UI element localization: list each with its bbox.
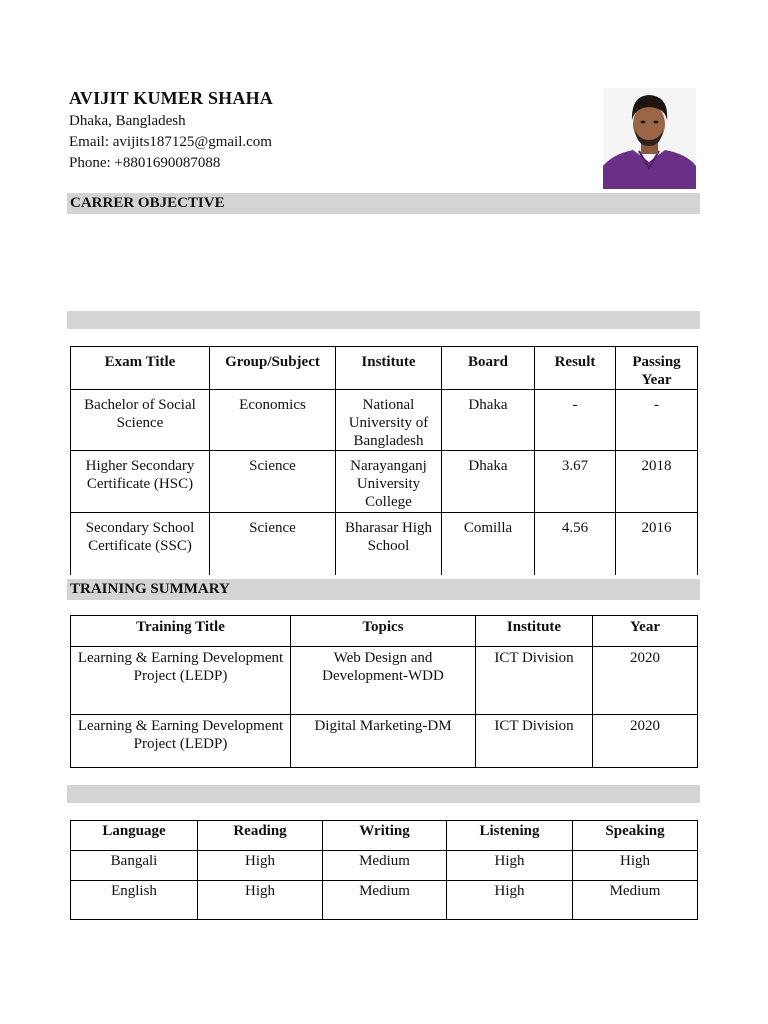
table-row	[71, 513, 698, 575]
table-row	[71, 390, 698, 451]
table-cell: ICT Division	[476, 647, 593, 715]
table-cell: Dhaka	[442, 390, 535, 451]
table-cell: National University of Bangladesh	[336, 390, 442, 451]
candidate-name: AVIJIT KUMER SHAHA	[69, 88, 273, 108]
column-header: Year	[593, 616, 698, 647]
table-cell: English	[71, 881, 198, 920]
column-header: Training Title	[71, 616, 291, 647]
table-cell: 4.56	[535, 513, 616, 575]
table-row	[71, 851, 698, 881]
table-cell: Bharasar High School	[336, 513, 442, 575]
column-header: Listening	[447, 821, 573, 851]
table-cell: Secondary School Certificate (SSC)	[71, 513, 210, 575]
table-cell: 3.67	[535, 451, 616, 513]
email-text: Email: avijits187125@gmail.com	[69, 134, 272, 150]
table-cell: Science	[210, 513, 336, 575]
column-header: Topics	[291, 616, 476, 647]
column-header: Institute	[476, 616, 593, 647]
profile-photo	[603, 88, 696, 189]
table-row	[71, 647, 698, 715]
section-language	[67, 785, 700, 803]
table-cell: Narayanganj University College	[336, 451, 442, 513]
table-cell: 2018	[616, 451, 698, 513]
section-career-objective: CARRER OBJECTIVE	[67, 193, 700, 214]
location-text: Dhaka, Bangladesh	[69, 113, 186, 129]
column-header: Result	[535, 347, 616, 390]
education-header-row	[71, 347, 698, 390]
table-row	[71, 451, 698, 513]
training-table	[70, 615, 698, 768]
table-cell: Digital Marketing-DM	[291, 715, 476, 768]
table-cell: Medium	[323, 851, 447, 881]
language-header-row	[71, 821, 698, 851]
language-table	[70, 820, 698, 920]
column-header: Reading	[198, 821, 323, 851]
table-cell: Bachelor of Social Science	[71, 390, 210, 451]
column-header: Writing	[323, 821, 447, 851]
table-cell: Higher Secondary Certificate (HSC)	[71, 451, 210, 513]
table-cell: -	[616, 390, 698, 451]
table-cell: Science	[210, 451, 336, 513]
table-cell: 2020	[593, 647, 698, 715]
table-cell: High	[447, 881, 573, 920]
phone-text: Phone: +8801690087088	[69, 155, 221, 171]
table-cell: Economics	[210, 390, 336, 451]
table-cell: Comilla	[442, 513, 535, 575]
column-header: Institute	[336, 347, 442, 390]
column-header: Passing Year	[616, 347, 698, 390]
table-row	[71, 715, 698, 768]
table-cell: Medium	[573, 881, 698, 920]
column-header: Board	[442, 347, 535, 390]
column-header: Language	[71, 821, 198, 851]
table-cell: Learning & Earning Development Project (LEDP)	[71, 715, 291, 768]
table-cell: ICT Division	[476, 715, 593, 768]
table-cell: High	[573, 851, 698, 881]
column-header: Exam Title	[71, 347, 210, 390]
table-cell: -	[535, 390, 616, 451]
table-cell: Learning & Earning Development Project (LEDP)	[71, 647, 291, 715]
table-cell: High	[447, 851, 573, 881]
table-cell: 2016	[616, 513, 698, 575]
column-header: Group/Subject	[210, 347, 336, 390]
table-cell: Web Design and Development-WDD	[291, 647, 476, 715]
table-cell: Bangali	[71, 851, 198, 881]
training-header-row	[71, 616, 698, 647]
table-cell: Medium	[323, 881, 447, 920]
education-table	[70, 346, 698, 575]
table-cell: Dhaka	[442, 451, 535, 513]
table-cell: High	[198, 851, 323, 881]
section-training-summary: TRAINING SUMMARY	[67, 579, 700, 600]
table-cell: High	[198, 881, 323, 920]
section-education	[67, 311, 700, 329]
table-row	[71, 881, 698, 920]
column-header: Speaking	[573, 821, 698, 851]
table-cell: 2020	[593, 715, 698, 768]
